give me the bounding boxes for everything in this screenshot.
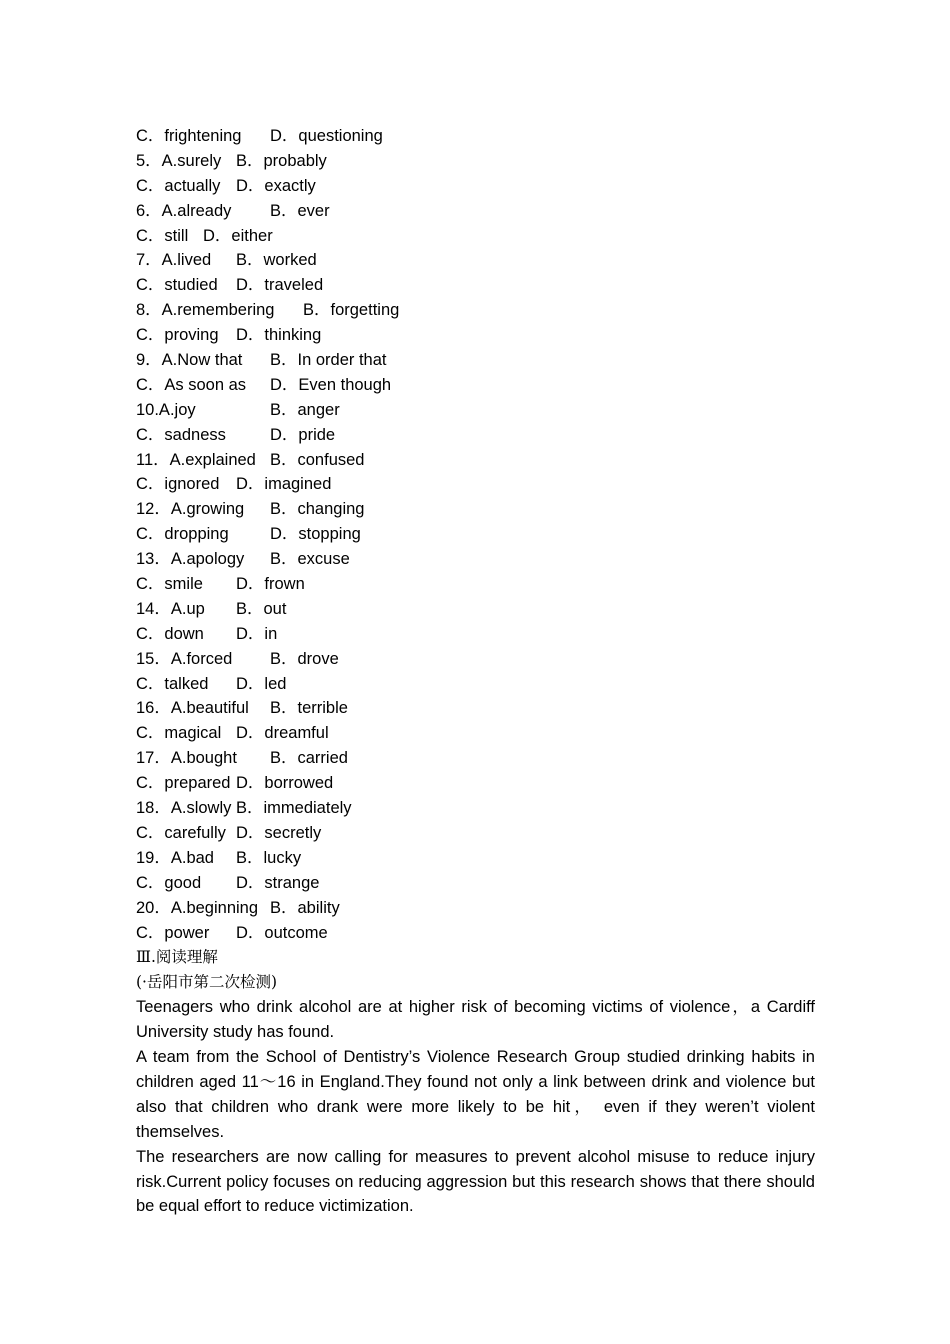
option-second: D．secretly — [236, 823, 322, 842]
option-second: D．dreamful — [236, 724, 329, 743]
option-first: C．down — [136, 624, 204, 643]
option-line — [136, 448, 815, 473]
option-line — [136, 846, 815, 871]
source-note: (·岳阳市第二次检测) — [136, 973, 278, 992]
option-second: B．forgetting — [303, 301, 400, 320]
option-line — [136, 622, 815, 647]
option-second: B．confused — [270, 450, 365, 469]
answer-options — [136, 124, 815, 945]
option-first: 17．A.bought — [136, 749, 237, 768]
option-second: D．in — [236, 624, 278, 643]
option-second: D．either — [203, 226, 273, 245]
passage-paragraph-1: Teenagers who drink alcohol are at higher risk of becoming victims of violence，a Cardiff University study has found. — [136, 998, 815, 1042]
option-second: B．drove — [270, 649, 339, 668]
option-first: 12．A.growing — [136, 500, 245, 519]
option-line — [136, 696, 815, 721]
option-first: 16．A.beautiful — [136, 699, 249, 718]
option-line — [136, 398, 815, 423]
option-line — [136, 323, 815, 348]
option-line — [136, 821, 815, 846]
option-second: D．borrowed — [236, 774, 334, 793]
option-second: B．carried — [270, 749, 348, 768]
option-first: C．smile — [136, 575, 203, 594]
option-first: 11．A.explained — [136, 450, 256, 469]
option-first: 9．A.Now that — [136, 351, 243, 370]
option-second: D．exactly — [236, 176, 316, 195]
option-line — [136, 174, 815, 199]
option-first: 20．A.beginning — [136, 898, 259, 917]
option-second: D．led — [236, 674, 287, 693]
option-line — [136, 199, 815, 224]
option-first: 19．A.bad — [136, 848, 214, 867]
option-first: C．actually — [136, 176, 221, 195]
option-first: C．power — [136, 923, 210, 942]
option-first: C．talked — [136, 674, 209, 693]
option-second: D．Even though — [270, 375, 392, 394]
passage-paragraph-2: A team from the School of Dentistry’s Violence Research Group studied drinking habits in children aged 11～16 in England.They found not only a link between drink and violence but also that children who drank were more likely to be hit， even if they weren’t violent themselves. — [136, 1047, 815, 1141]
section-heading: Ⅲ.阅读理解 — [136, 948, 218, 967]
option-first: C．As soon as — [136, 375, 247, 394]
option-line — [136, 522, 815, 547]
option-second: B．In order that — [270, 351, 387, 370]
option-first: 13．A.apology — [136, 550, 245, 569]
option-second: D．thinking — [236, 326, 322, 345]
option-first: C．good — [136, 873, 202, 892]
option-line — [136, 149, 815, 174]
option-line — [136, 871, 815, 896]
document-page — [136, 124, 815, 1219]
option-first: C．sadness — [136, 425, 226, 444]
option-first: 18．A.slowly — [136, 799, 232, 818]
option-line — [136, 348, 815, 373]
option-line — [136, 597, 815, 622]
option-first: C．prepared — [136, 774, 231, 793]
option-line — [136, 896, 815, 921]
option-second: B．out — [236, 599, 287, 618]
option-second: B．changing — [270, 500, 365, 519]
option-line — [136, 547, 815, 572]
option-line — [136, 647, 815, 672]
option-first: 14．A.up — [136, 599, 205, 618]
option-second: D．pride — [270, 425, 336, 444]
option-first: 5．A.surely — [136, 151, 222, 170]
option-first: C．frightening — [136, 127, 242, 145]
option-line — [136, 248, 815, 273]
option-first: 6．A.already — [136, 201, 232, 220]
option-line — [136, 572, 815, 597]
option-line — [136, 298, 815, 323]
passage-paragraph-3: The researchers are now calling for measures to prevent alcohol misuse to reduce injury risk.Current policy focuses on reducing aggression but this research shows that there should be equal effort to reduce victimization. — [136, 1147, 815, 1216]
option-second: B．terrible — [270, 699, 348, 718]
option-second: D．questioning — [270, 127, 383, 145]
option-first: 15．A.forced — [136, 649, 233, 668]
option-line — [136, 721, 815, 746]
option-first: 8．A.remembering — [136, 301, 275, 320]
option-second: B．probably — [236, 151, 327, 170]
option-line — [136, 497, 815, 522]
option-second: D．strange — [236, 873, 320, 892]
option-first: 10.A.joy — [136, 400, 196, 419]
option-first: 7．A.lived — [136, 251, 212, 270]
option-line — [136, 273, 815, 298]
option-line — [136, 224, 815, 249]
option-line — [136, 672, 815, 697]
option-first: C．carefully — [136, 823, 226, 842]
option-second: D．stopping — [270, 525, 361, 544]
option-line — [136, 472, 815, 497]
option-line — [136, 796, 815, 821]
option-second: B．ever — [270, 201, 330, 220]
option-second: D．imagined — [236, 475, 332, 494]
option-first: C．studied — [136, 276, 218, 295]
option-line — [136, 423, 815, 448]
option-second: B．lucky — [236, 848, 302, 867]
option-second: B．ability — [270, 898, 340, 917]
option-line — [136, 921, 815, 946]
option-second: B．immediately — [236, 799, 352, 818]
option-first: C．proving — [136, 326, 219, 345]
option-first: C．ignored — [136, 475, 220, 494]
option-first: C．still — [136, 226, 189, 245]
option-second: B．worked — [236, 251, 317, 270]
option-second: B．excuse — [270, 550, 350, 569]
option-line — [136, 373, 815, 398]
option-line — [136, 771, 815, 796]
option-line — [136, 746, 815, 771]
option-second: D．traveled — [236, 276, 324, 295]
option-first: C．magical — [136, 724, 222, 743]
option-second: D．outcome — [236, 923, 328, 942]
option-first: C．dropping — [136, 525, 229, 544]
option-line — [136, 124, 815, 149]
option-second: D．frown — [236, 575, 305, 594]
option-second: B．anger — [270, 400, 340, 419]
